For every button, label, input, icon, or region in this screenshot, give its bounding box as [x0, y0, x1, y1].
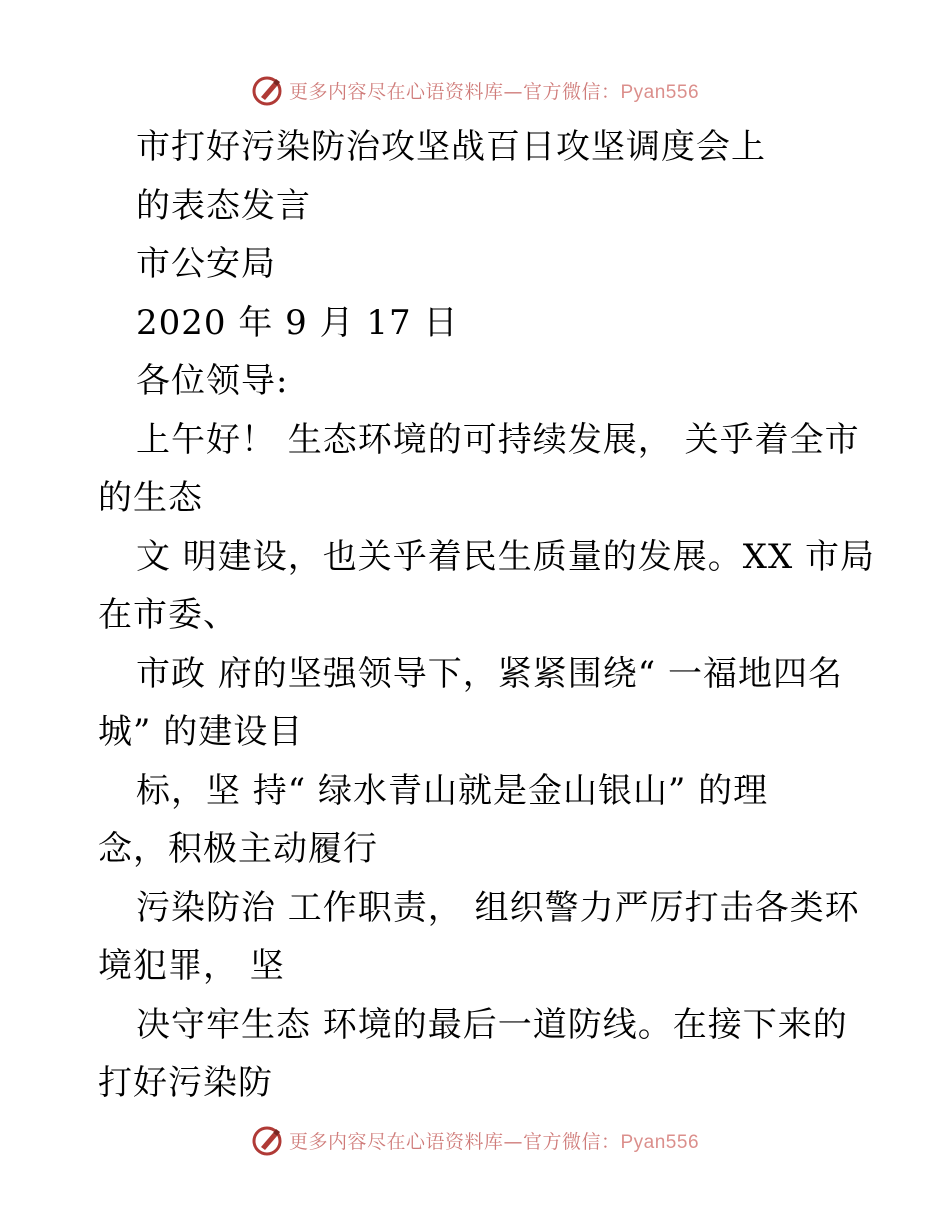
watermark-text: 更多内容尽在心语资料库—官方微信：Pyan556 [288, 1130, 700, 1153]
watermark-footer [0, 1120, 950, 1160]
document-line: 决守牢生态 环境的最后一道防线。在接下来的 [136, 1004, 848, 1045]
document-line: 市公安局 [136, 244, 276, 284]
document-line: 打好污染防 [98, 1063, 273, 1103]
document-line: 市打好污染防治攻坚战百日攻坚调度会上 [136, 127, 766, 167]
watermark-header [0, 70, 950, 110]
document-line: 的生态 [98, 478, 203, 518]
document-body [98, 118, 876, 1113]
document-line: 上午好！ 生态环境的可持续发展， 关乎着全市 [136, 419, 860, 460]
document-line: 污染防治 工作职责， 组织警力严厉打击各类环 [136, 887, 860, 928]
watermark-text: 更多内容尽在心语资料库—官方微信：Pyan556 [288, 80, 700, 103]
document-line: 市政 府的坚强领导下，紧紧围绕“ 一福地四名 [136, 653, 843, 694]
document-line: 的表态发言 [136, 185, 311, 226]
document-line: 境犯罪， 坚 [98, 946, 285, 986]
document-line: 2020 年 9 月 17 日 [136, 302, 459, 343]
document-line: 念，积极主动履行 [98, 829, 378, 869]
document-line: 标，坚 持“ 绿水青山就是金山银山” 的理 [136, 770, 769, 811]
pen-logo-icon [251, 1123, 285, 1157]
document-line: 城” 的建设目 [98, 712, 304, 752]
document-line: 在市委、 [98, 595, 238, 635]
pen-logo-icon [251, 73, 285, 107]
document-line: 各位领导: [136, 361, 289, 401]
document-line: 文 明建设，也关乎着民生质量的发展。XX 市局 [136, 536, 876, 577]
